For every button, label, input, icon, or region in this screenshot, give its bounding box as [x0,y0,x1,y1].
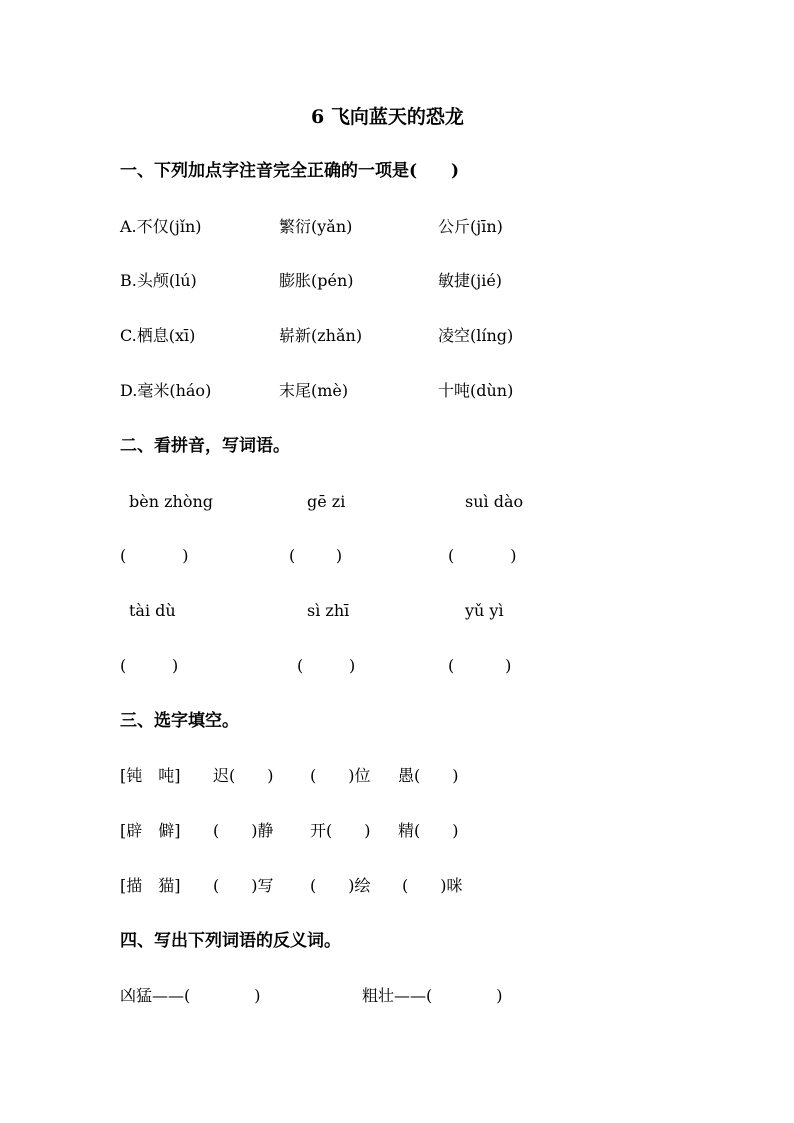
answer-blank: ( ) [448,656,512,675]
fill-item: 愚( ) [398,766,459,785]
option-cell: D.毫米(háo) [120,381,212,400]
section-1-heading: 一、下列加点字注音完全正确的一项是( ) [120,161,460,181]
answer-blank: ( ) [297,656,356,675]
antonym-item: 凶猛——( ) [120,986,261,1005]
option-cell: 崭新(zhǎn) [279,326,363,345]
fill-item: 迟( ) [213,766,274,785]
page-title: 6 飞向蓝天的恐龙 [311,106,464,128]
answer-blank: ( ) [448,546,517,565]
pinyin-prompt: tài dù [129,601,176,620]
fill-item: 精( ) [398,821,459,840]
fill-item: ( )位 [310,766,371,785]
option-cell: 十吨(dùn) [438,381,514,400]
fill-item: ( )静 [213,821,274,840]
option-cell: 膨胀(pén) [279,271,354,290]
character-choices: [辟 僻] [120,821,181,840]
character-choices: [钝 吨] [120,766,181,785]
section-3-heading: 三、选字填空。 [120,711,239,731]
pinyin-prompt: gē zi [307,492,346,511]
option-cell: 敏捷(jié) [438,271,503,290]
option-cell: B.头颅(lú) [120,271,197,290]
option-cell: 公斤(jīn) [438,217,503,236]
character-choices: [描 猫] [120,876,181,895]
answer-blank: ( ) [120,546,189,565]
pinyin-prompt: suì dào [465,492,524,511]
antonym-item: 粗壮——( ) [362,986,503,1005]
option-cell: A.不仅(jǐn) [120,217,202,236]
fill-item: 开( ) [310,821,371,840]
fill-item: ( )写 [213,876,274,895]
option-cell: 繁衍(yǎn) [279,217,353,236]
answer-blank: ( ) [289,546,343,565]
fill-item: ( )绘 [310,876,371,895]
option-cell: 凌空(líng) [438,326,514,345]
fill-item: ( )咪 [402,876,463,895]
option-cell: 末尾(mè) [279,381,349,400]
pinyin-prompt: bèn zhòng [129,492,214,511]
pinyin-prompt: yǔ yì [465,601,504,620]
option-cell: C.栖息(xī) [120,326,196,345]
pinyin-prompt: sì zhī [307,601,350,620]
answer-blank: ( ) [120,656,179,675]
section-2-heading: 二、看拼音，写词语。 [120,436,290,456]
section-4-heading: 四、写出下列词语的反义词。 [120,931,341,951]
